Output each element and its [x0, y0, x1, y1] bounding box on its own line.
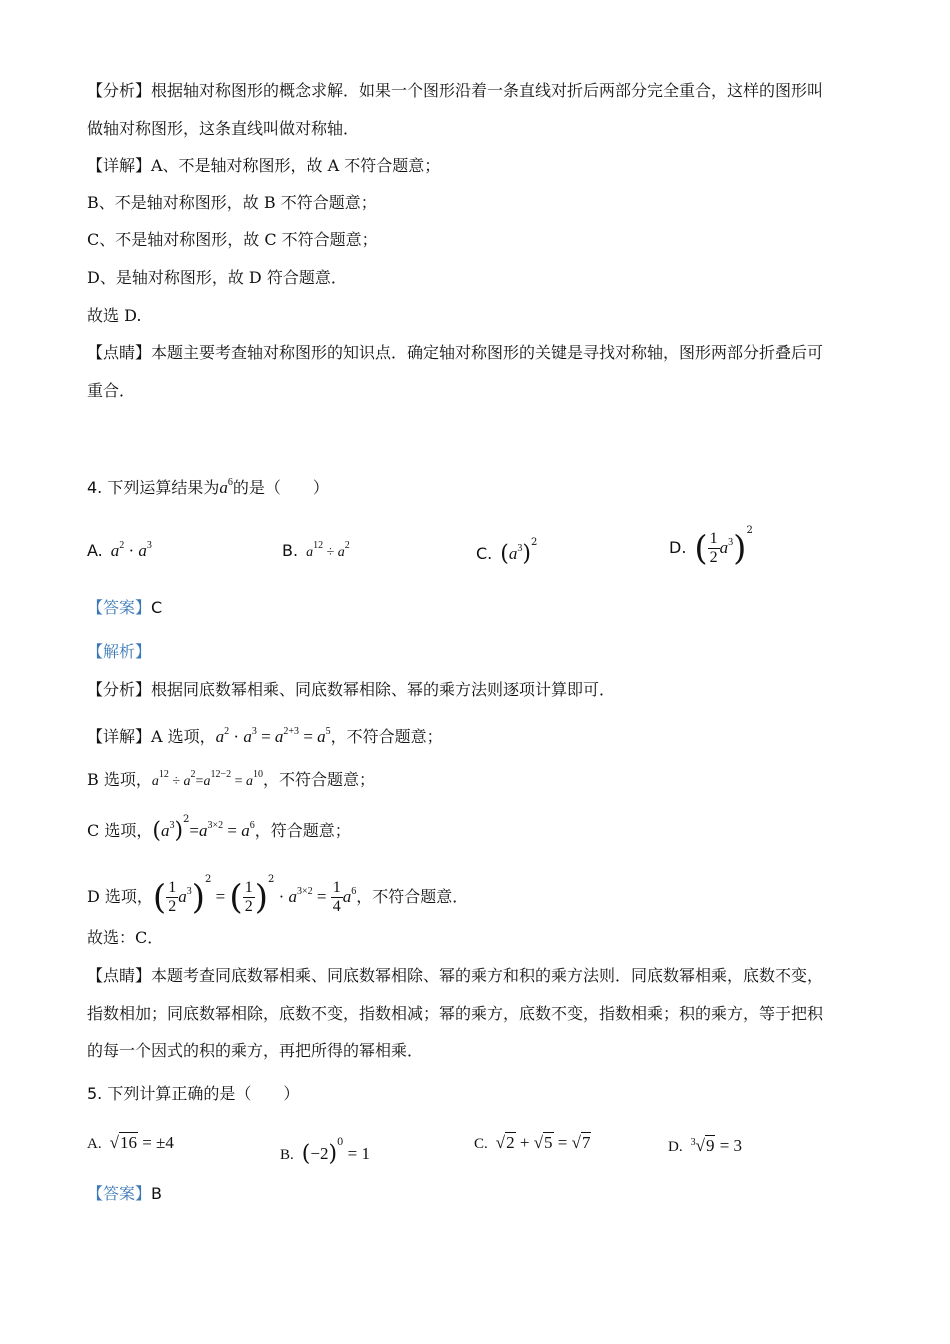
detail-text: 【详解】A、不是轴对称图形，故 A 不符合题意； — [87, 156, 441, 175]
comment-text: 【点睛】本题主要考查轴对称图形的知识点．确定轴对称图形的关键是寻找对称轴，图形两部分折叠后可 — [87, 343, 824, 362]
comment-text: 【点睛】本题考查同底数幂相乘、同底数幂相除、幂的乘方和积的乘方法则．同底数幂相乘，底数不变， — [87, 966, 824, 985]
choice-text: 故选 D. — [87, 306, 142, 325]
section-jiexi: 【解析】 — [87, 642, 152, 661]
detail-text: B、不是轴对称图形，故 B 不符合题意； — [87, 193, 377, 212]
analysis-text: 【分析】根据同底数幂相乘、同底数幂相除、幂的乘方法则逐项计算即可． — [87, 680, 616, 699]
analysis-text: 做轴对称图形，这条直线叫做对称轴． — [87, 119, 360, 138]
math-expr: $a^6$ — [219, 477, 233, 497]
option-c: C. √2 + √5 = √7 — [474, 1133, 591, 1152]
answer-line: 【答案】C — [87, 598, 163, 617]
comment-text: 指数相加；同底数幂相除，底数不变，指数相减；幂的乘方，底数不变，指数相乘；积的乘方，等于把积 — [87, 1004, 824, 1023]
comment-text: 的每一个因式的积的乘方，再把所得的幂相乘． — [87, 1041, 424, 1060]
detail-text: D、是轴对称图形，故 D 符合题意． — [87, 268, 347, 287]
option-a: A. $a^2 \cdot a^3$ — [87, 540, 152, 560]
option-a: A. √16 = ±4 — [87, 1133, 174, 1152]
comment-text: 重合． — [87, 381, 136, 400]
choice-text: 故选：C． — [87, 928, 164, 947]
answer-line: 【答案】B — [87, 1184, 162, 1203]
detail-a: 【详解】A 选项，$a^2 \cdot a^3 = a^{2+3} = a^5$，不符合题意； — [87, 726, 443, 746]
question-5-stem: 5. 下列计算正确的是（ ） — [87, 1084, 300, 1103]
option-b: B. $a^{12} \div a^2$ — [282, 540, 350, 560]
analysis-text: 【分析】根据轴对称图形的概念求解．如果一个图形沿着一条直线对折后两部分完全重合，这样的图形叫 — [87, 81, 824, 100]
option-c: C. $(a^3)^2$ — [476, 537, 538, 567]
detail-b: B 选项，$a^{12} \div a^2=a^{12-2} = a^{10}$，不符合题意； — [87, 769, 376, 789]
detail-c: C 选项，$(a^3)^2=a^{3\times 2} = a^6$，符合题意； — [87, 814, 351, 844]
question-4-stem: 4. 下列运算结果为$a^6$的是（ ） — [87, 477, 329, 497]
option-b: B. $(-2)^0 = 1$ — [280, 1137, 371, 1167]
detail-text: C、不是轴对称图形，故 C 不符合题意； — [87, 230, 378, 249]
detail-d: D 选项，( $\frac{1}{2}$ $a^3)^2$ = ( $\frac{1}{2}$ )$^2 \cdot a^{3\times 2}$ = $\frac{1}{4}$ $a^6$，不符合题意． — [87, 874, 469, 918]
option-d: D. $^3$√9 = 3 — [668, 1136, 743, 1155]
option-d: D. ( $\frac{1}{2}$ $a^3)^2$ — [669, 525, 753, 569]
